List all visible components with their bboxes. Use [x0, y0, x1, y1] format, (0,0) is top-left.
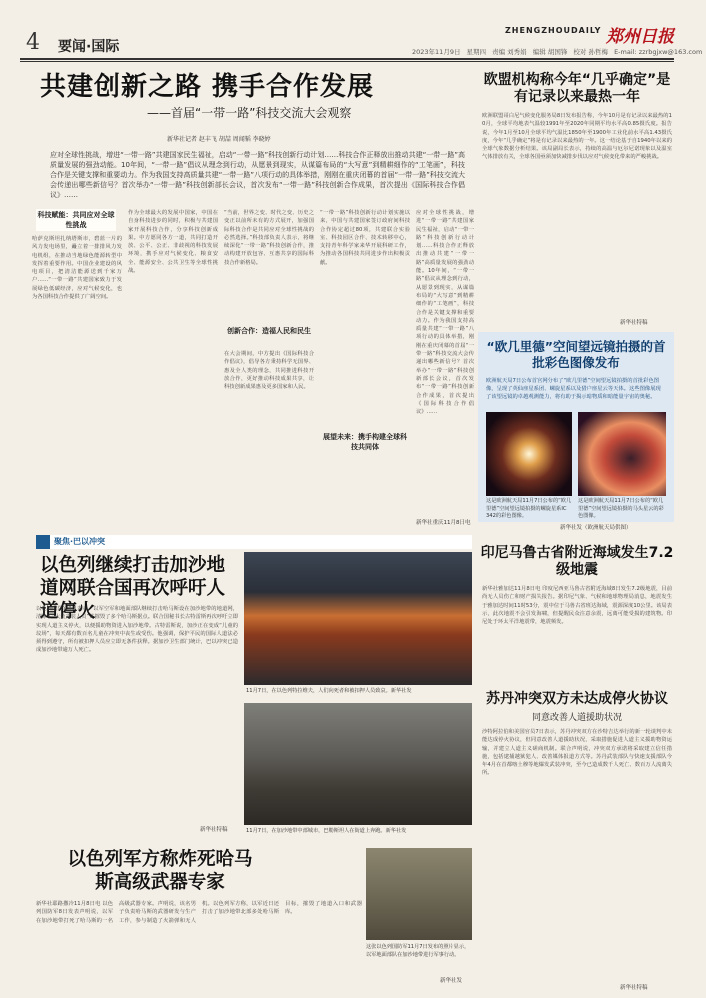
section-title: 要闻·国际 — [58, 39, 120, 55]
main-subtitle: ——首届“一带一路”科技交流大会观察 — [147, 106, 352, 120]
issue-date: 2023年11月9日 — [412, 48, 461, 56]
main-body-col4a: “一带一路”科技创新行动计划实施以来，中国与共建国家签订政府间科技合作协定超过80项，共建联合实验室、科技园区合作、技术转移中心，支持青年科学家来华开展科研工作，为推动各国科技共同进步作出积极贡献。 — [320, 210, 410, 266]
editor: 编辑 胡国锋 — [532, 48, 568, 56]
header-rule — [20, 58, 674, 60]
main-headline: 共建创新之路 携手合作发展 — [40, 72, 375, 102]
euclid-headline: “欧几里德”空间望远镜拍摄的首批彩色图像发布 — [486, 339, 666, 370]
sudan-headline: 苏丹冲突双方未达成停火协议 — [486, 691, 668, 707]
right-top-body: 欧洲联盟哥白尼气候变化服务局8日发布报告称，今年10月是有记录以来最热的10月，全球平均地表气温较1991年至2020年同期平均水平高0.85摄氏度。报告说，今年1月至10月全球平均气温比1850年至1900年工业化前水平高1.43摄氏度，今年“几乎确定”将是有记录以来最热的一年。这一结论基于自1940年以来的全球气象数据分析结果。该局副局长表示，持续的高温与厄尔尼诺现象以及温室气体排放有关，全球各国亟须加快减排步伐以应对气候变化带来的严峻挑战。 — [482, 113, 672, 161]
proofreader: 校对 孙哲梅 — [573, 48, 608, 56]
subhead-1: 科技赋能：共同应对全球性挑战 — [37, 211, 115, 229]
idf-photo-sign: 新华社发 — [440, 978, 463, 984]
main-body-col3a: “当前，世界之变、时代之变、历史之变正以前所未有的方式展开，加强国际科技合作是共同应对全球性挑战的必然选择。”科技部负责人表示，将继续深化“一带一路”科技创新合作，推动构建开放包容、互惠共享的国际科技合作新格局。 — [224, 210, 314, 266]
gaza-street-photo — [244, 703, 472, 825]
main-body-col2: 作为全球最大的发展中国家，中国在自身科技进步的同时，积极与共建国家开展科技合作，分享科技创新成果。中方愿同各方一道，共同打造开放、公平、公正、非歧视的科技发展环境，携手应对气候变化、粮食安全、能源安全、公共卫生等全球性挑战。 — [128, 210, 218, 275]
gaza-headline: 以色列继续打击加沙地道网联合国再次呼吁人道停火 — [40, 555, 226, 622]
header-rule-thin — [20, 61, 674, 62]
issue-weekday: 星期四 — [466, 48, 487, 56]
euclid-body: 欧洲航天局7日公布首宫网分布了“欧几里德”空间望远镜拍摄的首批彩色图像，呈现了英仙座星系团、螺旋星系以及猎户座星云等天体。这些图像展现了该望远镜的卓越观测能力，将有助于揭示暗物质和暗能量宇宙的奥秘。 — [486, 378, 661, 400]
horsehead-nebula-photo — [578, 412, 666, 496]
paper-name-en: ZHENGZHOUDAILY — [505, 26, 602, 35]
main-body-col1: 哈萨克斯坦扎纳塔斯市，碧蓝一片的风力发电场里，矗立着一排排风力发电机组，在推动当地绿色能源转型中发挥着重要作用。中国企业建设的风电项目，把清洁能源送到千家万户……“一带一路”共建国家致力于发展绿色低碳经济，应对气候变化，也为各国科技合作提供了广阔空间。 — [32, 236, 122, 301]
quake-body: 新华社雅加达11月8日电 印度尼西亚马鲁古省附近海域8日发生7.2级地震，目前尚无人员伤亡和财产损失报告。据印尼气象、气候和地球物理局消息，地震发生于雅加达时间11时53分，震中位于马鲁古省班达海域，震源深度10公里。该局表示，此次地震不会引发海啸，但提醒民众注意余震，远离可能受损的建筑物。印尼处于环太平洋地震带，地震频发。 — [482, 586, 672, 626]
sudan-subtitle: 同意改善人道援助状况 — [531, 713, 622, 723]
right-top-sign: 新华社特稿 — [620, 320, 648, 326]
tel-aviv-vigil-photo — [244, 552, 472, 685]
euclid-caption-2: 这是欧洲航天局11月7日公布的“欧几里德”空间望远镜拍摄的马头星云的彩色图像。 — [578, 498, 664, 519]
subhead-3: 展望未来：携手构建全球科技共同体 — [323, 433, 407, 451]
email: E-mail: zzrbgjxw@163.com — [614, 48, 703, 56]
chief-editor: 责编 刘秀娟 — [492, 48, 527, 56]
gaza-photo1-caption: 11月7日，在以色列特拉维夫，人们向死者和被扣押人员致哀。新华社发 — [246, 688, 412, 694]
main-byline: 新华社记者 赵丰飞 胡喆 周闻韬 李晓婷 — [167, 136, 271, 143]
gaza-body: 以色列国防军8日表示，以军空军和地面部队继续打击哈马斯设在加沙地带的地道网，清除了“大量武装人员”并摧毁了多个哈马斯据点。联合国秘书长古特雷斯再次呼吁立即实现人道主义停火，以便援助物资进入加沙地带。古特雷斯说，加沙正在变成“儿童的坟场”，每天都有数百名儿童在冲突中丧生或受伤。他强调，保护平民的国际人道法必须得到遵守，所有被扣押人员应立即无条件获释。据加沙卫生部门统计，巴以冲突已造成加沙地带逾万人死亡。 — [36, 606, 238, 654]
main-body-col3b: 在大会期间，中方提出《国际科技合作倡议》，倡导各方秉持科学无国界、惠及全人类的理念，共同推进科技开放合作，更好推动科技成果共享，让科技创新成果惠及更多国家和人民。 — [224, 351, 314, 391]
hamas-expert-body: 新华社耶路撒冷11月8日电 以色列国防军8日发表声明说，以军在加沙地带打死了哈马斯的一名高级武器专家。声明说，该名男子负责哈马斯的武器研发与生产工作，参与制造了火箭弹和无人机。以色列军方称，以军近日还打击了加沙地带北部多处哈马斯目标，摧毁了地道入口和武器库。 — [36, 901, 362, 924]
issue-info — [412, 47, 706, 56]
idf-photo-caption: 这张以色列国防军11月7日发布的照片显示，以军地面部队在加沙地带进行军事行动。 — [366, 944, 470, 958]
idf-operation-photo — [366, 848, 472, 940]
main-lead: 应对全球性挑战，增进“一带一路”共建国家民生福祉，启动“一带一路”科技创新行动计划……科技合作正释放出推动共建“一带一路”高质量发展的强劲动能。10年间，“一带一路”倡议从理念到行动，从愿景到现实，从谋篇布局的“大写意”到精耕细作的“工笔画”，科技合作是关键支撑和重要动力。作为我国支持高质量共建“一带一路”八项行动的具体举措，刚刚在重庆闭幕的首届“一带一路”科技交流大会传递出哪些新信号？首次举办“一带一路”科技创新部长会议，首次发布“一带一路”科技创新合作成果，首次提出《国际科技合作倡议》…… — [50, 151, 465, 199]
quake-headline: 印尼马鲁古省附近海域发生7.2级地震 — [480, 545, 674, 578]
subhead-2: 创新合作：造福人民和民生 — [227, 327, 311, 335]
main-body-col5: 应对全球性挑战，增进“一带一路”共建国家民生福祉，启动“一带一路”科技创新行动计划……科技合作正释放出推动共建“一带一路”高质量发展的强劲动能。10年间，“一带一路”倡议从理念到行动，从愿景到现实，从谋篇布局的“大写意”到精耕细作的“工笔画”，科技合作是关键支撑和重要动力。作为我国支持高质量共建“一带一路”八项行动的具体举措，刚刚在重庆闭幕的首届“一带一路”科技交流大会传递出哪些新信号？首次举办“一带一路”科技创新部长会议，首次发布“一带一路”科技创新合作成果，首次提出《国际科技合作倡议》…… — [416, 210, 474, 416]
euclid-sign: 新华社发（欧洲航天局供图） — [560, 525, 632, 531]
page-header — [0, 0, 703, 62]
page-number: 4 — [26, 30, 40, 55]
sudan-sign: 新华社特稿 — [620, 985, 648, 991]
spiral-galaxy-photo — [486, 412, 572, 496]
main-sign: 新华社重庆11月8日电 — [416, 520, 471, 526]
hamas-expert-headline: 以色列军方称炸死哈马斯高级武器专家 — [67, 849, 253, 893]
euclid-caption-1: 这是欧洲航天局11月7日公布的“欧几里德”空间望远镜拍摄的螺旋星系IC 342的彩色图像。 — [486, 498, 572, 519]
right-top-headline: 欧盟机构称今年“几乎确定”是有记录以来最热一年 — [483, 72, 671, 105]
paper-logo: 郑州日报 — [606, 27, 674, 47]
gaza-photo2-caption: 11月7日，在加沙地带中部城市，巴勒斯坦人在街道上奔跑。新华社发 — [246, 828, 407, 834]
sudan-body: 沙特阿拉伯和美国官员7日表示，苏丹冲突双方在沙特吉达举行的新一轮谈判中未能达成停火协议，但同意改善人道援助状况，采取措施促进人道主义援助物资运输，并建立人道主义磋商机制。联合声明说，冲突双方承诺将采取建立信任措施，包括逮捕越狱犯人、改善媒体报道方式等。苏丹武装部队与快速支援部队今年4月在首都喀土穆等地爆发武装冲突，至今已造成数千人死亡、数百万人流离失所。 — [482, 729, 672, 777]
focus-ribbon-label: 聚焦·巴以冲突 — [54, 537, 106, 546]
gaza-sign: 新华社特稿 — [200, 827, 228, 833]
